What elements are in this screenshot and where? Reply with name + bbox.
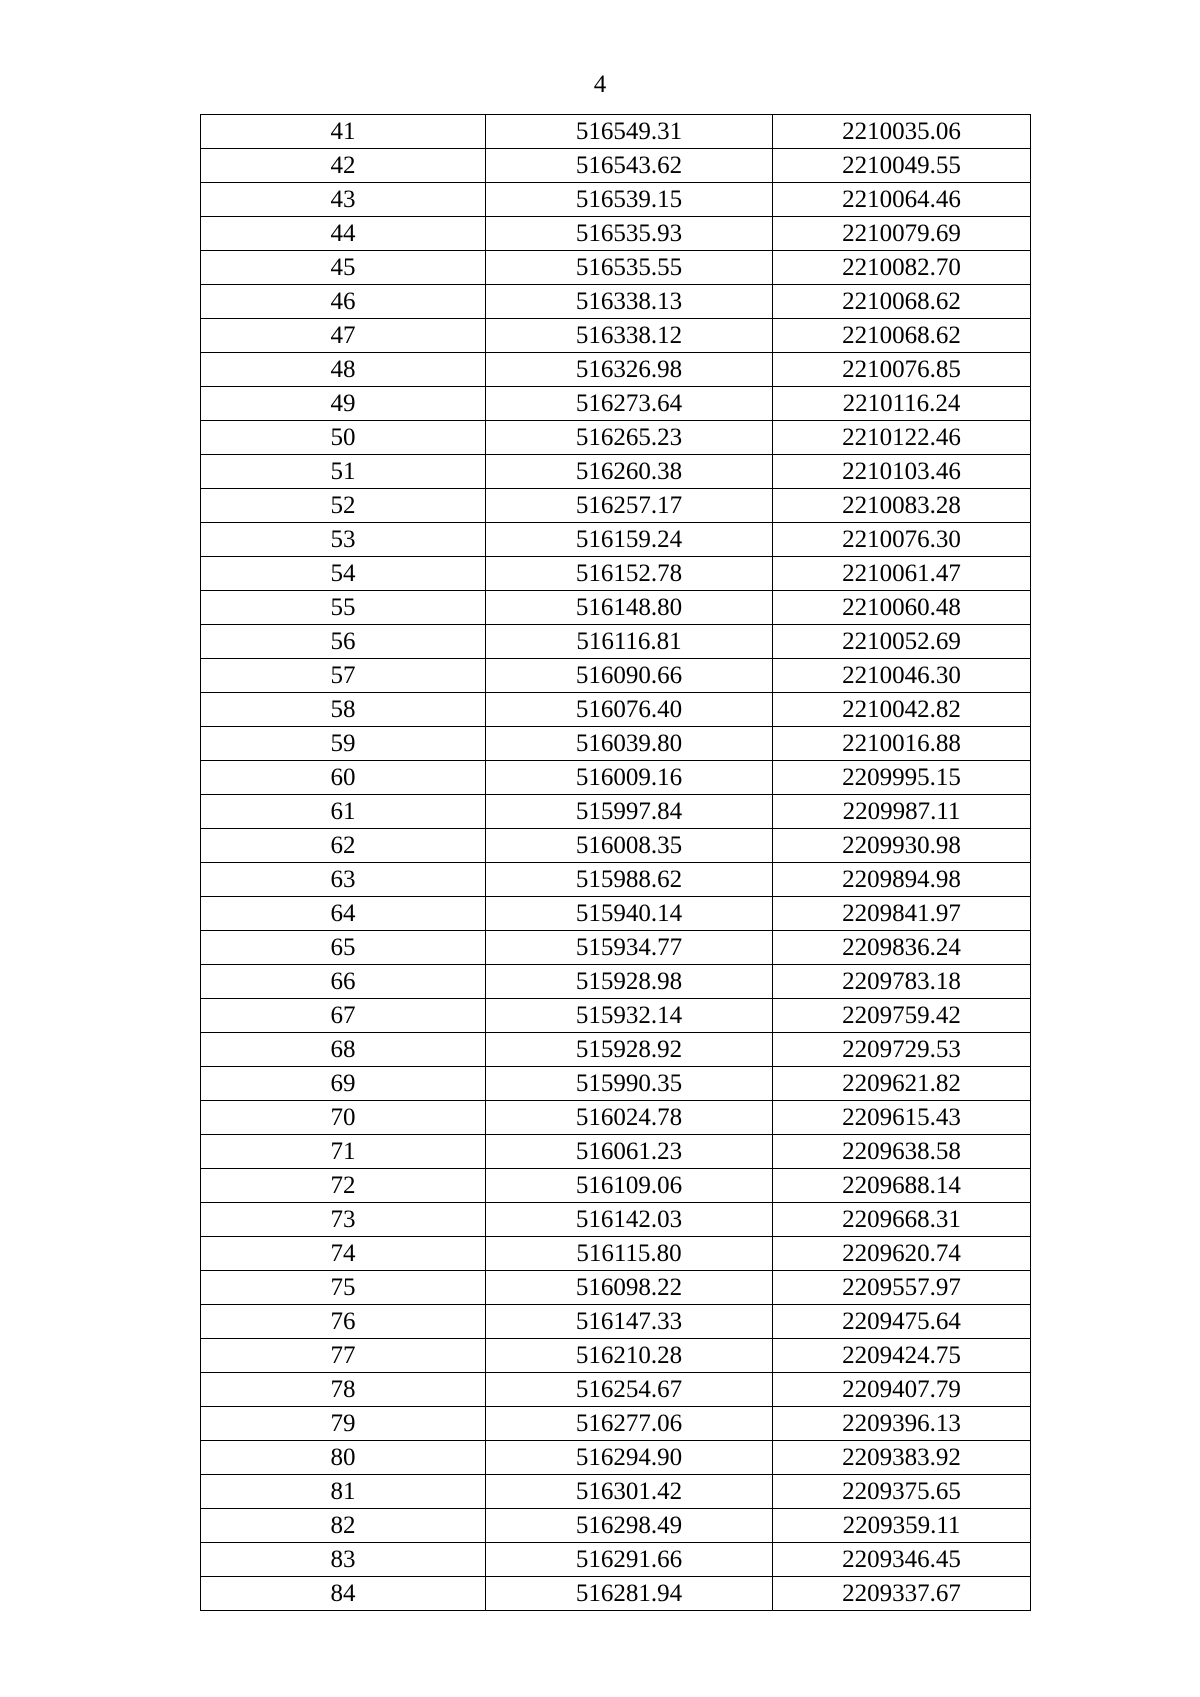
point-number-cell: 67 [201, 999, 486, 1033]
point-number-cell: 84 [201, 1577, 486, 1611]
point-number-cell: 48 [201, 353, 486, 387]
y-coordinate-cell: 2209383.92 [773, 1441, 1031, 1475]
y-coordinate-cell: 2210052.69 [773, 625, 1031, 659]
y-coordinate-cell: 2209337.67 [773, 1577, 1031, 1611]
table-row [201, 489, 1031, 523]
y-coordinate-cell: 2209729.53 [773, 1033, 1031, 1067]
y-coordinate-cell: 2210116.24 [773, 387, 1031, 421]
table-row [201, 557, 1031, 591]
table-row [201, 1509, 1031, 1543]
table-row [201, 931, 1031, 965]
y-coordinate-cell: 2209759.42 [773, 999, 1031, 1033]
table-row [201, 1305, 1031, 1339]
point-number-cell: 52 [201, 489, 486, 523]
x-coordinate-cell: 516090.66 [486, 659, 773, 693]
x-coordinate-cell: 516257.17 [486, 489, 773, 523]
y-coordinate-cell: 2209930.98 [773, 829, 1031, 863]
x-coordinate-cell: 515990.35 [486, 1067, 773, 1101]
y-coordinate-cell: 2209621.82 [773, 1067, 1031, 1101]
table-row [201, 1067, 1031, 1101]
point-number-cell: 58 [201, 693, 486, 727]
x-coordinate-cell: 515928.98 [486, 965, 773, 999]
x-coordinate-cell: 516265.23 [486, 421, 773, 455]
point-number-cell: 60 [201, 761, 486, 795]
point-number-cell: 74 [201, 1237, 486, 1271]
x-coordinate-cell: 516115.80 [486, 1237, 773, 1271]
table-row [201, 659, 1031, 693]
y-coordinate-cell: 2209346.45 [773, 1543, 1031, 1577]
x-coordinate-cell: 516148.80 [486, 591, 773, 625]
x-coordinate-cell: 515988.62 [486, 863, 773, 897]
point-number-cell: 44 [201, 217, 486, 251]
y-coordinate-cell: 2209783.18 [773, 965, 1031, 999]
table-row [201, 1543, 1031, 1577]
x-coordinate-cell: 515928.92 [486, 1033, 773, 1067]
table-row [201, 1135, 1031, 1169]
y-coordinate-cell: 2209995.15 [773, 761, 1031, 795]
y-coordinate-cell: 2210049.55 [773, 149, 1031, 183]
x-coordinate-cell: 516260.38 [486, 455, 773, 489]
x-coordinate-cell: 516254.67 [486, 1373, 773, 1407]
table-row [201, 897, 1031, 931]
x-coordinate-cell: 516024.78 [486, 1101, 773, 1135]
y-coordinate-cell: 2210042.82 [773, 693, 1031, 727]
table-row [201, 1373, 1031, 1407]
x-coordinate-cell: 515940.14 [486, 897, 773, 931]
table-row [201, 217, 1031, 251]
table-row [201, 693, 1031, 727]
point-number-cell: 61 [201, 795, 486, 829]
y-coordinate-cell: 2209407.79 [773, 1373, 1031, 1407]
y-coordinate-cell: 2209894.98 [773, 863, 1031, 897]
y-coordinate-cell: 2210076.85 [773, 353, 1031, 387]
point-number-cell: 41 [201, 115, 486, 149]
y-coordinate-cell: 2210068.62 [773, 285, 1031, 319]
y-coordinate-cell: 2209359.11 [773, 1509, 1031, 1543]
point-number-cell: 78 [201, 1373, 486, 1407]
y-coordinate-cell: 2209668.31 [773, 1203, 1031, 1237]
y-coordinate-cell: 2209424.75 [773, 1339, 1031, 1373]
table-row [201, 1475, 1031, 1509]
table-row [201, 1407, 1031, 1441]
table-row [201, 1169, 1031, 1203]
x-coordinate-cell: 516338.13 [486, 285, 773, 319]
point-number-cell: 80 [201, 1441, 486, 1475]
x-coordinate-cell: 516152.78 [486, 557, 773, 591]
y-coordinate-cell: 2210060.48 [773, 591, 1031, 625]
table-row [201, 761, 1031, 795]
table-row [201, 1101, 1031, 1135]
y-coordinate-cell: 2210082.70 [773, 251, 1031, 285]
x-coordinate-cell: 516301.42 [486, 1475, 773, 1509]
point-number-cell: 72 [201, 1169, 486, 1203]
x-coordinate-cell: 516109.06 [486, 1169, 773, 1203]
y-coordinate-cell: 2209620.74 [773, 1237, 1031, 1271]
y-coordinate-cell: 2210103.46 [773, 455, 1031, 489]
x-coordinate-cell: 516159.24 [486, 523, 773, 557]
table-row [201, 149, 1031, 183]
x-coordinate-cell: 516008.35 [486, 829, 773, 863]
x-coordinate-cell: 516294.90 [486, 1441, 773, 1475]
table-row [201, 863, 1031, 897]
point-number-cell: 54 [201, 557, 486, 591]
y-coordinate-cell: 2210122.46 [773, 421, 1031, 455]
point-number-cell: 50 [201, 421, 486, 455]
point-number-cell: 71 [201, 1135, 486, 1169]
point-number-cell: 45 [201, 251, 486, 285]
point-number-cell: 63 [201, 863, 486, 897]
x-coordinate-cell: 516535.55 [486, 251, 773, 285]
point-number-cell: 59 [201, 727, 486, 761]
point-number-cell: 62 [201, 829, 486, 863]
y-coordinate-cell: 2209557.97 [773, 1271, 1031, 1305]
point-number-cell: 46 [201, 285, 486, 319]
point-number-cell: 79 [201, 1407, 486, 1441]
point-number-cell: 82 [201, 1509, 486, 1543]
x-coordinate-cell: 516539.15 [486, 183, 773, 217]
point-number-cell: 65 [201, 931, 486, 965]
point-number-cell: 43 [201, 183, 486, 217]
point-number-cell: 64 [201, 897, 486, 931]
point-number-cell: 73 [201, 1203, 486, 1237]
x-coordinate-cell: 516009.16 [486, 761, 773, 795]
y-coordinate-cell: 2209987.11 [773, 795, 1031, 829]
x-coordinate-cell: 516338.12 [486, 319, 773, 353]
x-coordinate-cell: 516116.81 [486, 625, 773, 659]
point-number-cell: 47 [201, 319, 486, 353]
y-coordinate-cell: 2210035.06 [773, 115, 1031, 149]
point-number-cell: 83 [201, 1543, 486, 1577]
y-coordinate-cell: 2209688.14 [773, 1169, 1031, 1203]
x-coordinate-cell: 516273.64 [486, 387, 773, 421]
point-number-cell: 57 [201, 659, 486, 693]
table-row [201, 1271, 1031, 1305]
table-row [201, 1033, 1031, 1067]
x-coordinate-cell: 516098.22 [486, 1271, 773, 1305]
x-coordinate-cell: 515932.14 [486, 999, 773, 1033]
table-row [201, 965, 1031, 999]
y-coordinate-cell: 2209638.58 [773, 1135, 1031, 1169]
y-coordinate-cell: 2210046.30 [773, 659, 1031, 693]
point-number-cell: 76 [201, 1305, 486, 1339]
point-number-cell: 51 [201, 455, 486, 489]
x-coordinate-cell: 516535.93 [486, 217, 773, 251]
x-coordinate-cell: 516291.66 [486, 1543, 773, 1577]
point-number-cell: 69 [201, 1067, 486, 1101]
x-coordinate-cell: 516039.80 [486, 727, 773, 761]
x-coordinate-cell: 516277.06 [486, 1407, 773, 1441]
x-coordinate-cell: 516147.33 [486, 1305, 773, 1339]
y-coordinate-cell: 2210079.69 [773, 217, 1031, 251]
table-row [201, 727, 1031, 761]
table-row [201, 183, 1031, 217]
point-number-cell: 56 [201, 625, 486, 659]
table-row [201, 625, 1031, 659]
y-coordinate-cell: 2209375.65 [773, 1475, 1031, 1509]
point-number-cell: 42 [201, 149, 486, 183]
table-row [201, 1203, 1031, 1237]
table-row [201, 999, 1031, 1033]
point-number-cell: 66 [201, 965, 486, 999]
x-coordinate-cell: 516142.03 [486, 1203, 773, 1237]
point-number-cell: 55 [201, 591, 486, 625]
table-row [201, 455, 1031, 489]
x-coordinate-cell: 516076.40 [486, 693, 773, 727]
point-number-cell: 68 [201, 1033, 486, 1067]
point-number-cell: 49 [201, 387, 486, 421]
coordinate-table-body [201, 115, 1031, 1611]
point-number-cell: 75 [201, 1271, 486, 1305]
y-coordinate-cell: 2209475.64 [773, 1305, 1031, 1339]
y-coordinate-cell: 2209615.43 [773, 1101, 1031, 1135]
table-row [201, 795, 1031, 829]
coordinate-table [200, 114, 1031, 1611]
table-row [201, 591, 1031, 625]
point-number-cell: 77 [201, 1339, 486, 1373]
x-coordinate-cell: 516210.28 [486, 1339, 773, 1373]
y-coordinate-cell: 2209836.24 [773, 931, 1031, 965]
x-coordinate-cell: 515934.77 [486, 931, 773, 965]
x-coordinate-cell: 516543.62 [486, 149, 773, 183]
point-number-cell: 70 [201, 1101, 486, 1135]
y-coordinate-cell: 2210061.47 [773, 557, 1031, 591]
table-row [201, 421, 1031, 455]
x-coordinate-cell: 516326.98 [486, 353, 773, 387]
x-coordinate-cell: 516298.49 [486, 1509, 773, 1543]
table-row [201, 829, 1031, 863]
table-row [201, 115, 1031, 149]
table-row [201, 1441, 1031, 1475]
x-coordinate-cell: 516061.23 [486, 1135, 773, 1169]
y-coordinate-cell: 2210016.88 [773, 727, 1031, 761]
table-row [201, 353, 1031, 387]
y-coordinate-cell: 2210076.30 [773, 523, 1031, 557]
table-row [201, 523, 1031, 557]
x-coordinate-cell: 516281.94 [486, 1577, 773, 1611]
y-coordinate-cell: 2210068.62 [773, 319, 1031, 353]
table-row [201, 1339, 1031, 1373]
x-coordinate-cell: 516549.31 [486, 115, 773, 149]
table-row [201, 285, 1031, 319]
point-number-cell: 81 [201, 1475, 486, 1509]
table-row [201, 319, 1031, 353]
y-coordinate-cell: 2210064.46 [773, 183, 1031, 217]
x-coordinate-cell: 515997.84 [486, 795, 773, 829]
y-coordinate-cell: 2209841.97 [773, 897, 1031, 931]
table-row [201, 1577, 1031, 1611]
table-row [201, 1237, 1031, 1271]
point-number-cell: 53 [201, 523, 486, 557]
page-number: 4 [593, 71, 607, 98]
y-coordinate-cell: 2209396.13 [773, 1407, 1031, 1441]
table-row [201, 251, 1031, 285]
y-coordinate-cell: 2210083.28 [773, 489, 1031, 523]
table-row [201, 387, 1031, 421]
